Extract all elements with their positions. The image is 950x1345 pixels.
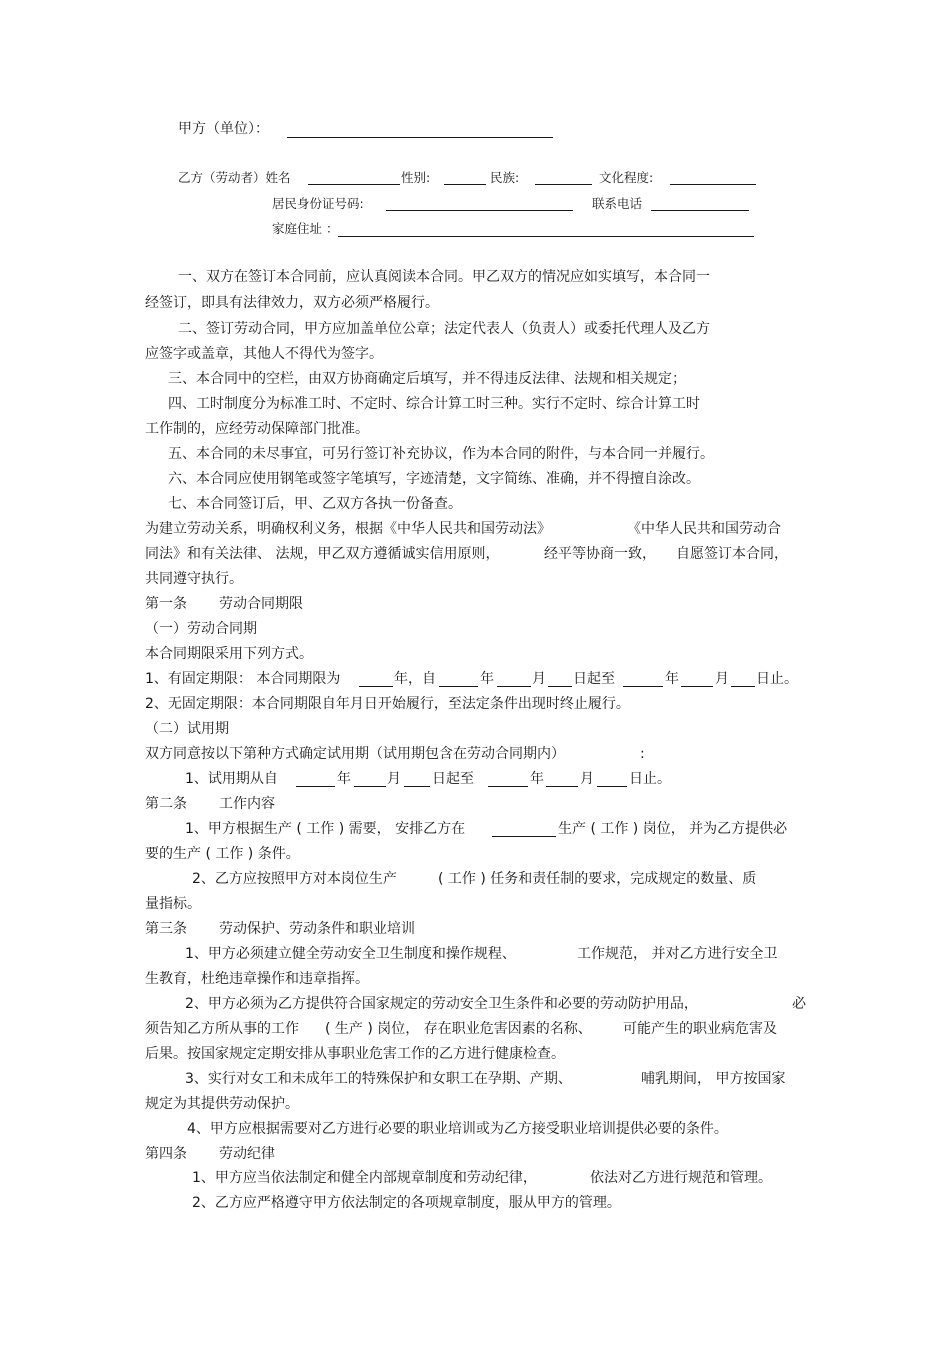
gender-blank[interactable] [444,184,486,185]
article-2-text: 量指标。 [145,896,201,912]
article-1-sub2: （二）试用期 [145,721,229,737]
probation-label: 1、试用期从自 [185,771,278,787]
fixed-term-text: 月 [715,671,729,687]
preamble-text: 《中华人民共和国劳动合 [627,521,781,537]
article-3-text: 2、甲方必须为乙方提供符合国家规定的劳动安全卫生条件和必要的劳动防护用品， [185,996,698,1012]
note-line: 经签订，即具有法律效力，双方必须严格履行。 [145,295,439,311]
probation-text: 日起至 [432,771,474,787]
article-3-text: 必 [792,996,806,1012]
party-a-label: 甲方（单位）： [178,121,269,137]
fixed-term-text: 日止。 [756,671,798,687]
end-year-blank[interactable] [623,686,663,687]
start-month-blank[interactable] [497,686,531,687]
probation-colon: : [640,746,645,762]
article-3-text: 1、甲方必须建立健全劳动安全卫生制度和操作规程、 [185,946,516,962]
preamble-text: 共同遵守执行。 [145,571,243,587]
note-line: 工作制的，应经劳动保障部门批准。 [145,421,369,437]
note-line: 应签字或盖章，其他人不得代为签字。 [145,346,383,362]
note-line: 三、本合同中的空栏，由双方协商确定后填写，并不得违反法律、法规和相关规定； [168,371,686,387]
article-3-text: 规定为其提供劳动保护。 [145,1096,299,1112]
article-3-text: 生教育，杜绝违章操作和违章指挥。 [145,971,369,987]
article-2-text: 生产 ( 工作 ) 岗位， 并为乙方提供必 [558,821,788,837]
open-term-text: 2、无固定期限：本合同期限自年月日开始履行，至法定条件出现时终止履行。 [145,696,630,712]
note-line: 一、双方在签订本合同前，应认真阅读本合同。甲乙双方的情况应如实填写，本合同一 [178,269,710,285]
probation-end-month-blank[interactable] [546,786,578,787]
article-4-text: 依法对乙方进行规范和管理。 [590,1170,772,1186]
preamble-text: 经平等协商一致， [544,546,656,562]
article-2-text: 要的生产 ( 工作 ) 条件。 [145,846,300,862]
article-4-text: 2、乙方应严格遵守甲方依法制定的各项规章制度，服从甲方的管理。 [192,1195,621,1211]
ethnicity-blank[interactable] [535,184,592,185]
gender-label: 性别: [401,170,431,185]
preamble-text: 为建立劳动关系，明确权利义务，根据《中华人民共和国劳动法》 [145,521,551,537]
article-1-intro: 本合同期限采用下列方式。 [145,646,313,662]
note-line: 二、签订劳动合同，甲方应加盖单位公章；法定代表人（负责人）或委托代理人及乙方 [178,321,710,337]
article-2-text: 2、乙方应按照甲方对本岗位生产 [192,871,397,887]
name-blank[interactable] [308,184,400,185]
article-2-text: ( 工作 ) 任务和责任制的要求，完成规定的数量、质 [438,871,757,887]
article-2-text: 1、甲方根据生产 ( 工作 ) 需要， 安排乙方在 [185,821,466,837]
probation-start-month-blank[interactable] [354,786,386,787]
probation-text: 月 [580,771,594,787]
article-3-text: 须告知乙方所从事的工作 [145,1021,299,1037]
article-3-text: 工作规范， 并对乙方进行安全卫 [577,946,778,962]
article-3-text: 3、实行对女工和未成年工的特殊保护和女职工在孕期、产期、 [185,1071,572,1087]
education-label: 文化程度: [599,170,654,185]
end-day-blank[interactable] [731,686,755,687]
preamble-text: 自愿签订本合同， [676,546,788,562]
education-blank[interactable] [670,184,756,185]
article-1-title: 劳动合同期限 [219,596,303,612]
id-number-label: 居民身份证号码: [272,196,364,211]
article-4-title: 劳动纪律 [219,1146,275,1162]
start-day-blank[interactable] [548,686,572,687]
article-4-text: 1、甲方应当依法制定和健全内部规章制度和劳动纪律， [192,1170,537,1186]
fixed-term-text: 年 [480,671,494,687]
fixed-term-text: 年，自 [394,671,436,687]
term-years-blank[interactable] [359,686,393,687]
phone-blank[interactable] [651,210,749,211]
address-label: 家庭住址 ： [272,221,339,236]
article-3-text: 可能产生的职业病危害及 [623,1021,777,1037]
probation-end-day-blank[interactable] [597,786,627,787]
article-3-text: ( 生产 ) 岗位， 存在职业危害因素的名称、 [325,1021,592,1037]
probation-text: 年 [530,771,544,787]
party-a-blank[interactable] [287,137,553,138]
fixed-term-text: 日起至 [573,671,615,687]
fixed-term-text: 月 [532,671,546,687]
address-blank[interactable] [338,236,754,237]
id-number-blank[interactable] [386,210,573,211]
end-month-blank[interactable] [681,686,713,687]
preamble-text: 同法》和有关法律、 法规，甲乙双方遵循诚实信用原则， [145,546,500,562]
article-2-number: 第二条 [145,796,187,812]
article-3-text: 4、甲方应根据需要对乙方进行必要的职业培训或为乙方接受职业培训提供必要的条件。 [187,1121,728,1137]
article-3-title: 劳动保护、劳动条件和职业培训 [219,921,415,937]
job-position-blank[interactable] [492,836,556,837]
party-b-name-label: 乙方（劳动者）姓名 [178,170,291,185]
probation-start-year-blank[interactable] [296,786,335,787]
probation-text: 年 [337,771,351,787]
probation-text: 月 [387,771,401,787]
probation-intro: 双方同意按以下第种方式确定试用期（试用期包含在劳动合同期内） [145,746,565,762]
article-3-text: 后果。按国家规定定期安排从事职业危害工作的乙方进行健康检查。 [145,1046,565,1062]
article-1-number: 第一条 [145,596,187,612]
article-3-text: 哺乳期间， 甲方按国家 [641,1071,786,1087]
start-year-blank[interactable] [439,686,478,687]
note-line: 七、本合同签订后，甲、乙双方各执一份备查。 [168,496,462,512]
note-line: 四、工时制度分为标准工时、不定时、综合计算工时三种。实行不定时、综合计算工时 [168,396,700,412]
article-3-number: 第三条 [145,921,187,937]
fixed-term-text: 年 [665,671,679,687]
probation-end-year-blank[interactable] [488,786,528,787]
article-2-title: 工作内容 [219,796,275,812]
probation-start-day-blank[interactable] [404,786,430,787]
probation-text: 日止。 [629,771,671,787]
note-line: 五、本合同的未尽事宜，可另行签订补充协议，作为本合同的附件，与本合同一并履行。 [168,446,714,462]
phone-label: 联系电话 [592,196,643,211]
ethnicity-label: 民族: [490,170,520,185]
article-1-sub1: （一）劳动合同期 [145,621,257,637]
fixed-term-label: 1、有固定期限： 本合同期限为 [145,671,341,687]
note-line: 六、本合同应使用钢笔或签字笔填写，字迹清楚，文字简练、准确，并不得擅自涂改。 [168,471,700,487]
article-4-number: 第四条 [145,1146,187,1162]
